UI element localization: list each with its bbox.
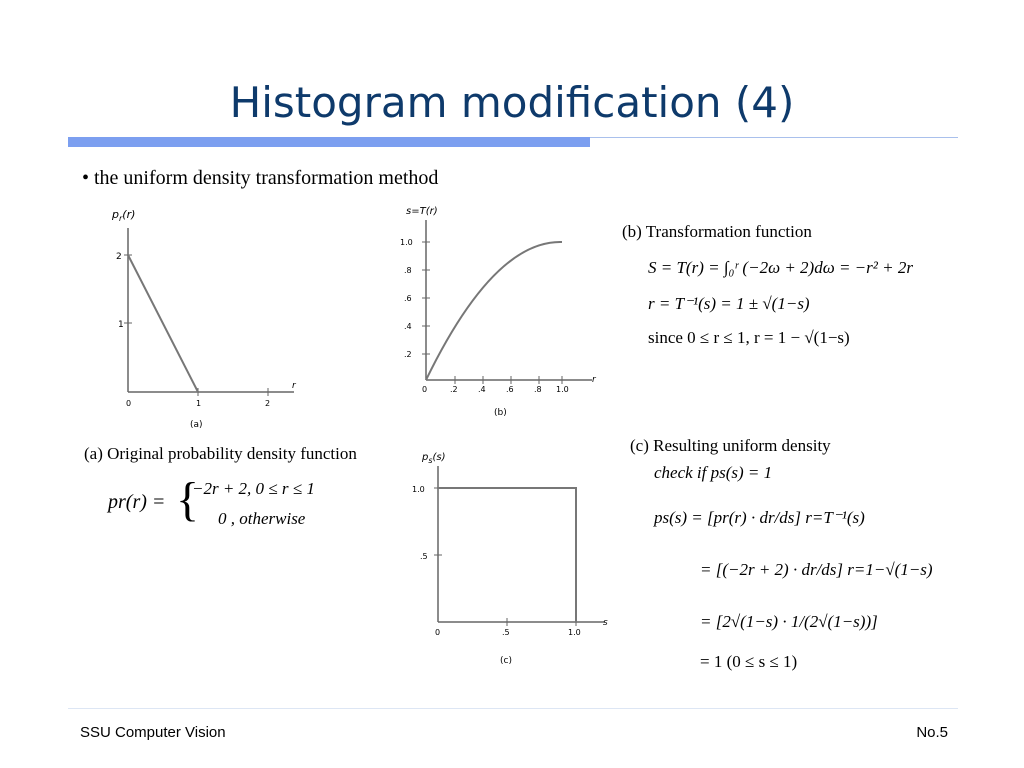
graph-b-xlabel: r [592, 375, 596, 385]
graph-c-caption: (c) [500, 656, 512, 666]
text-c-line5: = 1 (0 ≤ s ≤ 1) [700, 652, 798, 671]
graph-b-xtick: 0 [422, 385, 428, 394]
graph-a-xtick: 2 [265, 399, 271, 408]
graph-a-ylabel: $p_r(r)$ [112, 208, 136, 223]
graph-b-xtick: .6 [506, 385, 514, 394]
graph-b-curve [426, 242, 562, 380]
graph-b-caption: (b) [494, 408, 507, 418]
graph-a-ytick: 0 [126, 399, 132, 408]
text-b-line3: since 0 ≤ r ≤ 1, r = 1 − √(1−s) [648, 328, 850, 347]
graph-a-ytick: 1 [118, 320, 124, 330]
graph-a-line [128, 255, 198, 392]
graph-b-ylabel: s=T(r) [406, 206, 438, 217]
graph-b-xtick: .8 [534, 385, 542, 394]
graph-a-xtick: 1 [196, 399, 202, 408]
graph-c-xtick: .5 [502, 628, 510, 637]
graph-a-ytick: 2 [116, 252, 122, 262]
graph-b-xtick: 1.0 [556, 385, 569, 394]
graph-a-caption: (a) [190, 420, 203, 430]
graph-c-line [438, 488, 576, 622]
text-c-line1: check if ps(s) = 1 [654, 463, 773, 482]
text-c-line3: = [(−2r + 2) · dr/ds] r=1−√(1−s) [700, 560, 933, 579]
text-b-heading: (b) Transformation function [622, 222, 812, 241]
cases-brace: { [176, 473, 200, 526]
graph-b-ytick: 1.0 [400, 238, 413, 247]
text-a-heading: (a) Original probability density function [84, 444, 357, 463]
graph-b-ytick: .4 [404, 322, 412, 331]
title-accent-bar [68, 137, 590, 147]
text-c-line4: = [2√(1−s) · 1/(2√(1−s))] [700, 612, 878, 631]
text-b-line1: S = T(r) = ∫₀ʳ (−2ω + 2)dω = −r² + 2r [648, 258, 913, 277]
graph-a [100, 200, 310, 435]
graph-b-ytick: .6 [404, 294, 412, 303]
text-a-case2: 0 , otherwise [218, 509, 306, 528]
graph-b [392, 200, 607, 425]
graph-c-ylabel: $p_s(s)$ [422, 452, 446, 465]
graph-a-xlabel: r [292, 381, 296, 391]
graph-c-xlabel: s [603, 618, 608, 628]
text-a-case1: −2r + 2, 0 ≤ r ≤ 1 [192, 479, 315, 498]
text-c-line2: ps(s) = [pr(r) · dr/ds] r=T⁻¹(s) [654, 508, 865, 527]
graph-c-xtick: 1.0 [568, 628, 581, 637]
graph-b-ytick: .2 [404, 350, 412, 359]
graph-c-origin: 0 [435, 628, 441, 637]
title-rule [590, 137, 958, 138]
footer-rule [68, 708, 958, 709]
footer-left: SSU Computer Vision [80, 724, 226, 741]
graph-c [400, 448, 620, 673]
graph-c-ytick: 1.0 [412, 485, 425, 494]
graph-b-xtick: .4 [478, 385, 486, 394]
graph-b-ytick: .8 [404, 266, 412, 275]
text-a-lhs: pr(r) = [108, 491, 166, 513]
slide-title: Histogram modification (4) [229, 78, 795, 127]
bullet-text: • the uniform density transformation method [82, 167, 439, 189]
graph-b-xtick: .2 [450, 385, 458, 394]
graph-c-ytick: .5 [420, 552, 428, 561]
text-c-heading: (c) Resulting uniform density [630, 436, 831, 455]
page-number: No.5 [916, 724, 948, 741]
text-b-line2: r = T⁻¹(s) = 1 ± √(1−s) [648, 294, 810, 313]
